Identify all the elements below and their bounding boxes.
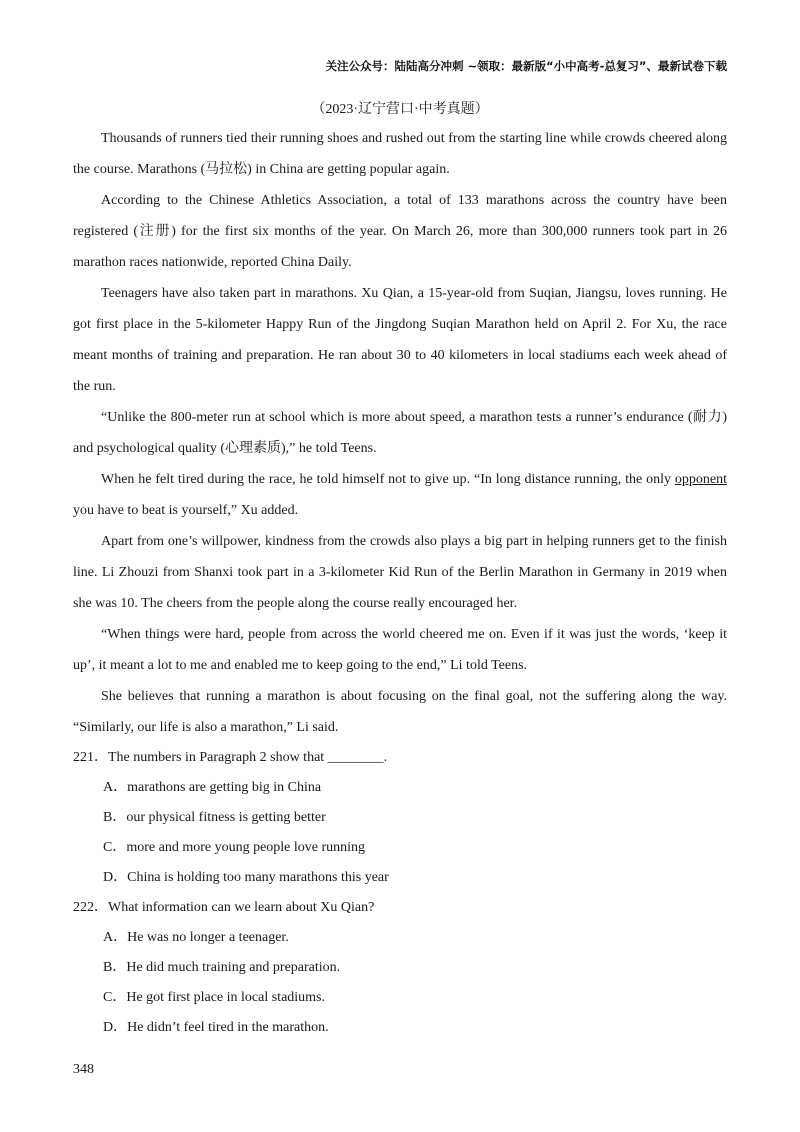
paragraph-3: Teenagers have also taken part in marathons. Xu Qian, a 15-year-old from Suqian, Jiangsu, loves running. He got first place in the 5-kilometer Happy Run of the Jingdong Suqian Marathon held on April 2. For Xu, the race meant months of training and preparation. He ran about 30 to 40 kilometers in local stadiums each week ahead of the run. <box>73 286 727 394</box>
page-number: 348 <box>73 1062 94 1077</box>
paragraph-2: According to the Chinese Athletics Association, a total of 133 marathons across the country have been registered (注册) for the first six months of the year. On March 26, more than 300,000 runners took part in 26 marathon races nationwide, reported China Daily. <box>73 193 727 270</box>
answer-option-a: A．He was no longer a teenager. <box>103 930 289 945</box>
paragraph-4: “Unlike the 800-meter run at school which is more about speed, a marathon tests a runner’s endurance (耐力) and psychological quality (心理素质),” he told Teens. <box>73 410 727 456</box>
question-221 <box>73 743 727 893</box>
answer-option-c: C．He got first place in local stadiums. <box>103 990 326 1005</box>
question-stem: 222．What information can we learn about Xu Qian? <box>73 900 375 915</box>
question-stem: 221．The numbers in Paragraph 2 show that ________. <box>73 750 388 765</box>
exam-source-label: （2023·辽宁营口·中考真题） <box>311 102 489 117</box>
paragraph-5 <box>73 464 727 526</box>
paragraph-8: She believes that running a marathon is about focusing on the final goal, not the suffering along the way. “Similarly, our life is also a marathon,” Li said. <box>73 689 727 735</box>
reading-passage <box>73 123 727 1043</box>
answer-option-d: D．He didn’t feel tired in the marathon. <box>103 1020 329 1035</box>
paragraph-1: Thousands of runners tied their running shoes and rushed out from the starting line while crowds cheered along the course. Marathons (马拉松) in China are getting popular again. <box>73 131 727 177</box>
paragraph-7: “When things were hard, people from across the world cheered me on. Even if it was just the words, ‘keep it up’, it meant a lot to me and enabled me to keep going to the end,” Li told Teens. <box>73 627 727 673</box>
page-header-promo: 关注公众号：陆陆高分冲刺 ~领取：最新版“小中高考-总复习”、最新试卷下载 <box>325 59 727 73</box>
paragraph-5-text-end: you have to beat is yourself,” Xu added. <box>73 503 299 518</box>
answer-option-c: C．more and more young people love running <box>103 840 366 855</box>
paragraph-6: Apart from one’s willpower, kindness from the crowds also plays a big part in helping runners get to the finish line. Li Zhouzi from Shanxi took part in a 3-kilometer Kid Run of the Berlin Marathon in Germany in 2019 when she was 10. The cheers from the people along the course really encouraged her. <box>73 534 727 611</box>
question-222 <box>73 893 727 1043</box>
answer-option-b: B．our physical fitness is getting better <box>103 810 326 825</box>
paragraph-5-text-start: When he felt tired during the race, he told himself not to give up. “In long distance running, the only <box>101 472 675 487</box>
answer-option-a: A．marathons are getting big in China <box>103 780 322 795</box>
answer-option-b: B．He did much training and preparation. <box>103 960 341 975</box>
answer-option-d: D．China is holding too many marathons this year <box>103 870 389 885</box>
underlined-word-opponent: opponent <box>674 472 727 487</box>
